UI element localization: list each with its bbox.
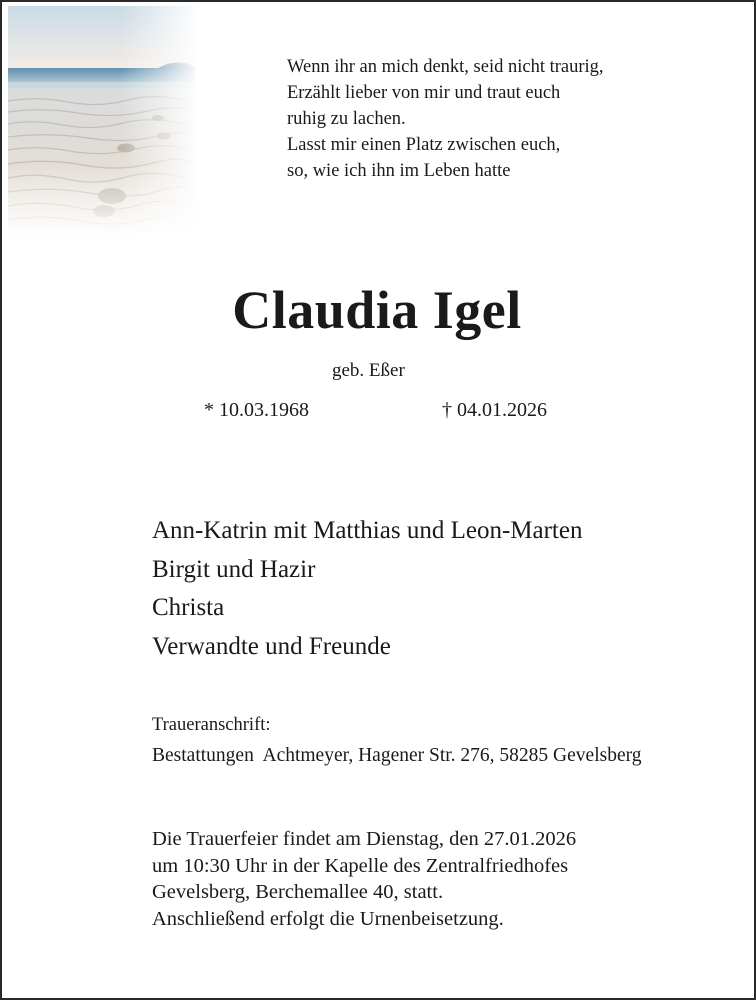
mourners-list bbox=[152, 512, 582, 666]
maiden-name: geb. Eßer bbox=[332, 360, 405, 381]
poem-line: Lasst mir einen Platz zwischen euch, bbox=[287, 135, 561, 155]
ceremony-notice bbox=[152, 826, 576, 932]
poem-line: ruhig zu lachen. bbox=[287, 109, 406, 129]
ceremony-line: Die Trauerfeier findet am Dienstag, den 27.01.2026 bbox=[152, 828, 577, 850]
mourner-line: Birgit und Hazir bbox=[152, 555, 316, 583]
address-text: Bestattungen Achtmeyer, Hagener Str. 276, 58285 Gevelsberg bbox=[152, 745, 642, 766]
deceased-name: Claudia Igel bbox=[232, 280, 522, 340]
beach-footprints-photo bbox=[8, 6, 196, 234]
poem-line: Erzählt lieber von mir und traut euch bbox=[287, 83, 561, 103]
mourner-line: Verwandte und Freunde bbox=[152, 632, 391, 660]
mourner-line: Christa bbox=[152, 594, 225, 621]
ceremony-line: um 10:30 Uhr in der Kapelle des Zentralfriedhofes bbox=[152, 854, 569, 877]
poem-line: so, wie ich ihn im Leben hatte bbox=[287, 161, 511, 181]
ceremony-line: Anschließend erfolgt die Urnenbeisetzung. bbox=[152, 907, 504, 930]
poem bbox=[287, 54, 604, 184]
mourner-line: Ann-Katrin mit Matthias und Leon-Marten bbox=[152, 517, 583, 544]
address-label: Traueranschrift: bbox=[152, 715, 271, 735]
poem-line: Wenn ihr an mich denkt, seid nicht traurig, bbox=[287, 57, 604, 77]
birth-date: * 10.03.1968 bbox=[204, 399, 309, 421]
death-date: † 04.01.2026 bbox=[442, 399, 547, 421]
ceremony-line: Gevelsberg, Berchemallee 40, statt. bbox=[152, 881, 444, 903]
